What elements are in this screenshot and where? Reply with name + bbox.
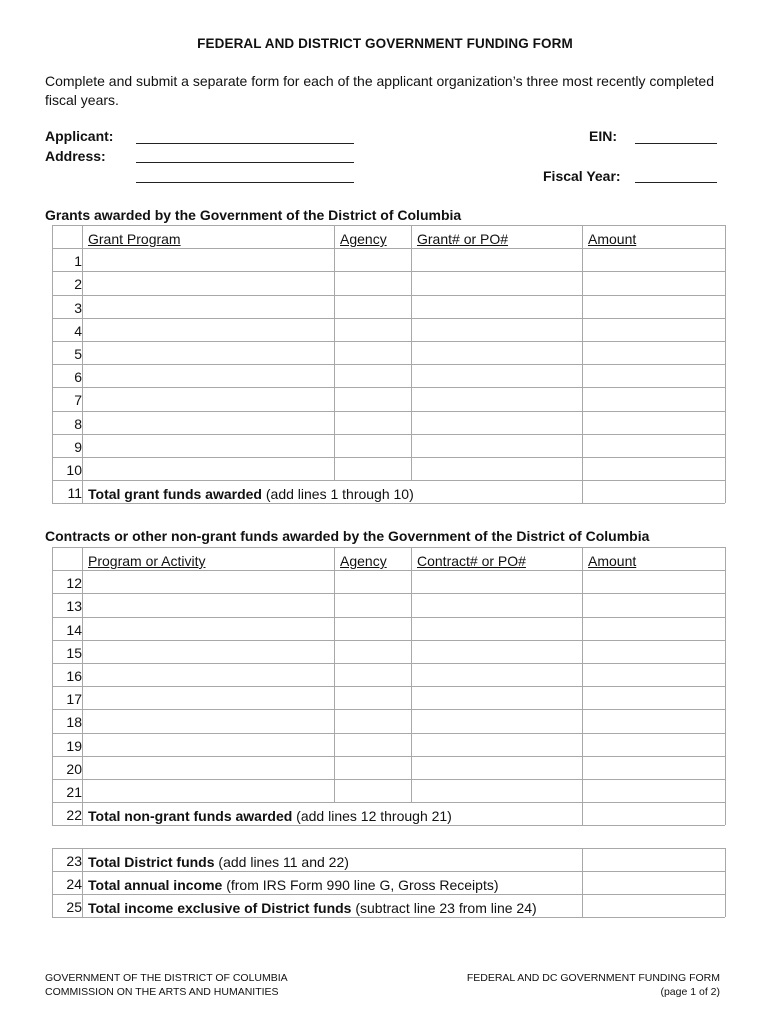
col-number-header: Contract# or PO# xyxy=(417,553,526,569)
number-cell[interactable] xyxy=(412,249,581,270)
agency-cell[interactable] xyxy=(335,664,410,685)
number-cell[interactable] xyxy=(412,412,581,433)
line-number: 4 xyxy=(74,322,82,339)
line-number: 2 xyxy=(74,276,82,293)
total-label-note: (add lines 1 through 10) xyxy=(261,486,414,503)
program-cell[interactable] xyxy=(83,780,333,801)
agency-cell[interactable] xyxy=(335,272,410,293)
program-cell[interactable] xyxy=(83,641,333,662)
total-label-bold: Total grant funds awarded xyxy=(88,486,262,503)
line-number: 9 xyxy=(74,438,82,455)
line-number: 17 xyxy=(66,691,82,708)
applicant-field[interactable] xyxy=(136,143,354,144)
ein-label: EIN: xyxy=(589,128,617,144)
col-program-header: Program or Activity xyxy=(88,553,206,569)
agency-cell[interactable] xyxy=(335,435,410,456)
col-number-header: Grant# or PO# xyxy=(417,231,509,247)
address-field-line1[interactable] xyxy=(136,162,354,163)
summary-label-note: (from IRS Form 990 line G, Gross Receipts) xyxy=(222,877,499,893)
agency-cell[interactable] xyxy=(335,641,410,662)
table-divider xyxy=(725,848,726,917)
table-rule xyxy=(52,547,725,548)
footer-commission-name: COMMISSION ON THE ARTS AND HUMANITIES xyxy=(45,986,279,998)
amount-cell[interactable] xyxy=(583,296,724,317)
footer-right xyxy=(467,971,720,999)
number-cell[interactable] xyxy=(412,571,581,592)
program-cell[interactable] xyxy=(83,757,333,778)
total-amount-cell[interactable] xyxy=(583,481,724,502)
amount-cell[interactable] xyxy=(583,618,724,639)
number-cell[interactable] xyxy=(412,710,581,731)
amount-cell[interactable] xyxy=(583,342,724,363)
amount-cell[interactable] xyxy=(583,435,724,456)
summary-label-bold: Total annual income xyxy=(88,877,223,893)
line-number: 15 xyxy=(66,644,82,661)
address-field-line2[interactable] xyxy=(136,182,354,183)
fiscal-year-field[interactable] xyxy=(635,182,717,183)
agency-cell[interactable] xyxy=(335,319,410,340)
amount-cell[interactable] xyxy=(583,734,724,755)
amount-cell[interactable] xyxy=(583,641,724,662)
table-divider xyxy=(725,547,726,825)
amount-cell[interactable] xyxy=(583,757,724,778)
number-cell[interactable] xyxy=(412,734,581,755)
amount-cell[interactable] xyxy=(583,687,724,708)
amount-cell[interactable] xyxy=(583,365,724,386)
summary-amount-cell[interactable] xyxy=(583,849,724,870)
agency-cell[interactable] xyxy=(335,710,410,731)
footer-agency-name: GOVERNMENT OF THE DISTRICT OF COLUMBIA xyxy=(45,972,288,984)
summary-amount-cell[interactable] xyxy=(583,872,724,893)
amount-cell[interactable] xyxy=(583,664,724,685)
summary-label-note: (add lines 11 and 22) xyxy=(214,854,349,870)
program-cell[interactable] xyxy=(83,618,333,639)
line-number: 16 xyxy=(66,668,82,684)
agency-cell[interactable] xyxy=(335,365,410,386)
summary-label xyxy=(88,900,537,916)
form-instructions: Complete and submit a separate form for each of the applicant organization’s three most recently completed fiscal years. xyxy=(45,73,714,108)
line-number: 21 xyxy=(66,784,82,800)
address-label: Address: xyxy=(45,148,106,164)
amount-cell[interactable] xyxy=(583,780,724,801)
summary-label-bold: Total income exclusive of District funds xyxy=(88,900,352,916)
program-cell[interactable] xyxy=(83,388,333,409)
agency-cell[interactable] xyxy=(335,458,410,479)
line-number: 6 xyxy=(74,369,82,386)
amount-cell[interactable] xyxy=(583,272,724,293)
program-cell[interactable] xyxy=(83,249,333,270)
table-rule xyxy=(52,917,725,918)
number-cell[interactable] xyxy=(412,319,581,340)
line-number: 5 xyxy=(74,346,82,362)
line-number: 11 xyxy=(67,485,82,502)
agency-cell[interactable] xyxy=(335,296,410,317)
summary-label-bold: Total District funds xyxy=(88,854,215,870)
line-number: 23 xyxy=(66,853,82,869)
number-cell[interactable] xyxy=(412,365,581,386)
line-number: 10 xyxy=(66,462,82,478)
col-agency-header: Agency xyxy=(340,553,387,569)
amount-cell[interactable] xyxy=(583,710,724,731)
program-cell[interactable] xyxy=(83,412,333,433)
footer-form-name: FEDERAL AND DC GOVERNMENT FUNDING FORM xyxy=(466,972,720,984)
agency-cell[interactable] xyxy=(335,594,410,615)
total-amount-cell[interactable] xyxy=(583,803,724,824)
number-cell[interactable] xyxy=(412,388,581,409)
line-number: 14 xyxy=(66,621,82,638)
amount-cell[interactable] xyxy=(583,571,724,592)
agency-cell[interactable] xyxy=(335,734,410,755)
line-number: 8 xyxy=(74,415,82,432)
table-rule xyxy=(52,825,725,826)
line-number: 13 xyxy=(66,598,82,615)
applicant-label: Applicant: xyxy=(45,128,114,144)
number-cell[interactable] xyxy=(412,641,581,662)
amount-cell[interactable] xyxy=(583,594,724,615)
number-cell[interactable] xyxy=(412,435,581,456)
number-cell[interactable] xyxy=(412,780,581,801)
summary-label-note: (subtract line 23 from line 24) xyxy=(351,900,537,916)
program-cell[interactable] xyxy=(83,296,333,317)
total-label-note: (add lines 12 through 21) xyxy=(292,808,452,825)
col-agency-header: Agency xyxy=(340,231,387,247)
line-number: 24 xyxy=(66,876,82,892)
table-divider xyxy=(725,225,726,503)
program-cell[interactable] xyxy=(83,272,333,293)
agency-cell[interactable] xyxy=(335,757,410,778)
amount-cell[interactable] xyxy=(583,458,724,479)
agency-cell[interactable] xyxy=(335,571,410,592)
summary-label xyxy=(88,854,349,870)
agency-cell[interactable] xyxy=(335,780,410,801)
number-cell[interactable] xyxy=(412,272,581,293)
line-number: 1 xyxy=(74,253,82,270)
contracts-section-heading: Contracts or other non-grant funds awarded by the Government of the District of Columbia xyxy=(45,528,650,544)
amount-cell[interactable] xyxy=(583,319,724,340)
program-cell[interactable] xyxy=(83,664,333,685)
form-title: FEDERAL AND DISTRICT GOVERNMENT FUNDING FORM xyxy=(197,36,573,51)
footer-left xyxy=(45,971,288,999)
agency-cell[interactable] xyxy=(335,388,410,409)
line-number: 3 xyxy=(74,299,82,316)
program-cell[interactable] xyxy=(83,594,333,615)
program-cell[interactable] xyxy=(83,710,333,731)
amount-cell[interactable] xyxy=(583,412,724,433)
program-cell[interactable] xyxy=(83,734,333,755)
ein-field[interactable] xyxy=(635,143,717,144)
total-label-bold: Total non-grant funds awarded xyxy=(88,808,293,825)
program-cell[interactable] xyxy=(83,687,333,708)
number-cell[interactable] xyxy=(412,594,581,615)
number-cell[interactable] xyxy=(412,342,581,363)
fiscal-year-label: Fiscal Year: xyxy=(543,168,621,184)
program-cell[interactable] xyxy=(83,365,333,386)
col-amount-header: Amount xyxy=(588,231,637,247)
grants-section-heading: Grants awarded by the Government of the District of Columbia xyxy=(45,207,462,223)
number-cell[interactable] xyxy=(412,296,581,317)
number-cell[interactable] xyxy=(412,757,581,778)
agency-cell[interactable] xyxy=(335,687,410,708)
table-rule xyxy=(52,225,725,226)
line-number: 22 xyxy=(66,807,82,824)
program-cell[interactable] xyxy=(83,319,333,340)
program-cell[interactable] xyxy=(83,458,333,479)
agency-cell[interactable] xyxy=(335,412,410,433)
line-number: 20 xyxy=(66,760,82,777)
total-label xyxy=(88,808,452,824)
line-number: 18 xyxy=(66,714,82,731)
number-cell[interactable] xyxy=(412,664,581,685)
amount-cell[interactable] xyxy=(583,249,724,270)
total-label xyxy=(88,486,414,502)
agency-cell[interactable] xyxy=(335,342,410,363)
table-rule xyxy=(52,503,725,504)
program-cell[interactable] xyxy=(83,342,333,363)
number-cell[interactable] xyxy=(412,618,581,639)
number-cell[interactable] xyxy=(412,458,581,479)
number-cell[interactable] xyxy=(412,687,581,708)
agency-cell[interactable] xyxy=(335,249,410,270)
program-cell[interactable] xyxy=(83,571,333,592)
line-number: 19 xyxy=(66,737,82,754)
line-number: 12 xyxy=(66,575,82,592)
agency-cell[interactable] xyxy=(335,618,410,639)
program-cell[interactable] xyxy=(83,435,333,456)
amount-cell[interactable] xyxy=(583,388,724,409)
table-divider xyxy=(82,848,83,917)
col-amount-header: Amount xyxy=(588,553,637,569)
col-program-header: Grant Program xyxy=(88,231,181,247)
summary-label xyxy=(88,877,499,893)
summary-amount-cell[interactable] xyxy=(583,895,724,916)
line-number: 25 xyxy=(66,899,82,915)
line-number: 7 xyxy=(74,392,82,409)
footer-page-number: (page 1 of 2) xyxy=(660,986,720,998)
